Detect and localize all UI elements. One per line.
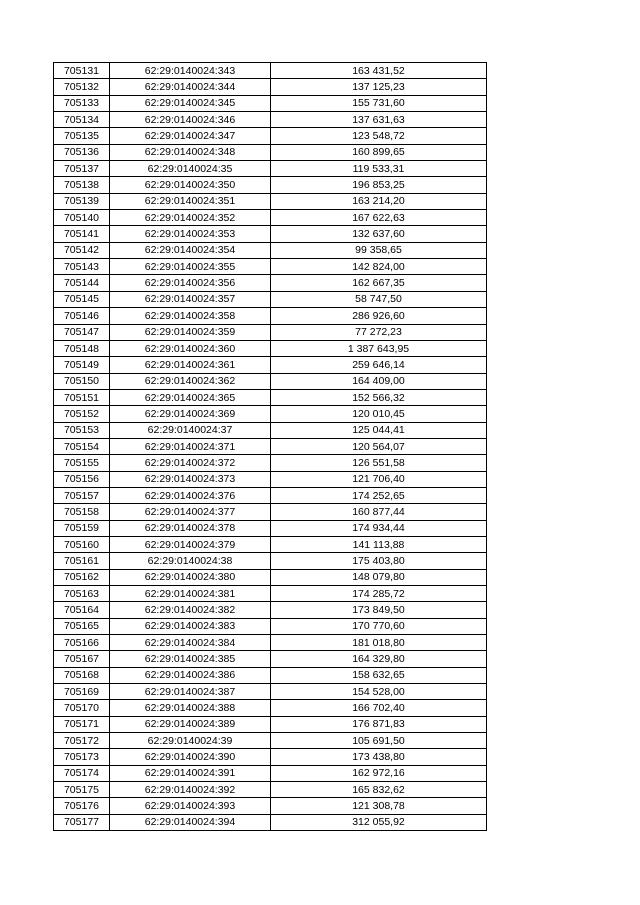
table-row (54, 569, 487, 585)
row-id-cell: 705147 (54, 324, 110, 340)
value-cell: 164 409,00 (271, 373, 487, 389)
table-row (54, 63, 487, 79)
value-cell: 58 747,50 (271, 291, 487, 307)
cadastral-number-cell: 62:29:0140024:344 (110, 79, 271, 95)
table-row (54, 455, 487, 471)
table-row (54, 553, 487, 569)
cadastral-number-cell: 62:29:0140024:39 (110, 733, 271, 749)
value-cell: 121 308,78 (271, 798, 487, 814)
table-row (54, 79, 487, 95)
table-row (54, 635, 487, 651)
row-id-cell: 705137 (54, 161, 110, 177)
row-id-cell: 705164 (54, 602, 110, 618)
value-cell: 176 871,83 (271, 716, 487, 732)
value-cell: 141 113,88 (271, 536, 487, 552)
row-id-cell: 705141 (54, 226, 110, 242)
table-row (54, 765, 487, 781)
table-row (54, 259, 487, 275)
row-id-cell: 705143 (54, 259, 110, 275)
row-id-cell: 705132 (54, 79, 110, 95)
cadastral-number-cell: 62:29:0140024:386 (110, 667, 271, 683)
value-cell: 120 564,07 (271, 438, 487, 454)
cadastral-number-cell: 62:29:0140024:371 (110, 438, 271, 454)
cadastral-number-cell: 62:29:0140024:352 (110, 210, 271, 226)
cadastral-number-cell: 62:29:0140024:387 (110, 684, 271, 700)
row-id-cell: 705157 (54, 487, 110, 503)
row-id-cell: 705150 (54, 373, 110, 389)
table-row (54, 128, 487, 144)
table-row (54, 667, 487, 683)
cadastral-number-cell: 62:29:0140024:378 (110, 520, 271, 536)
row-id-cell: 705153 (54, 422, 110, 438)
table-row (54, 324, 487, 340)
row-id-cell: 705154 (54, 438, 110, 454)
value-cell: 142 824,00 (271, 259, 487, 275)
cadastral-number-cell: 62:29:0140024:347 (110, 128, 271, 144)
table-row (54, 357, 487, 373)
table-row (54, 242, 487, 258)
cadastral-number-cell: 62:29:0140024:394 (110, 814, 271, 830)
value-cell: 1 387 643,95 (271, 340, 487, 356)
row-id-cell: 705162 (54, 569, 110, 585)
row-id-cell: 705177 (54, 814, 110, 830)
value-cell: 155 731,60 (271, 95, 487, 111)
table-row (54, 749, 487, 765)
cadastral-number-cell: 62:29:0140024:377 (110, 504, 271, 520)
row-id-cell: 705158 (54, 504, 110, 520)
row-id-cell: 705166 (54, 635, 110, 651)
row-id-cell: 705173 (54, 749, 110, 765)
value-cell: 132 637,60 (271, 226, 487, 242)
table-row (54, 487, 487, 503)
value-cell: 259 646,14 (271, 357, 487, 373)
row-id-cell: 705136 (54, 144, 110, 160)
table-row (54, 684, 487, 700)
value-cell: 174 934,44 (271, 520, 487, 536)
value-cell: 175 403,80 (271, 553, 487, 569)
cadastral-number-cell: 62:29:0140024:354 (110, 242, 271, 258)
table-row (54, 389, 487, 405)
row-id-cell: 705163 (54, 586, 110, 602)
table-row (54, 733, 487, 749)
cadastral-number-cell: 62:29:0140024:388 (110, 700, 271, 716)
cadastral-number-cell: 62:29:0140024:35 (110, 161, 271, 177)
cadastral-number-cell: 62:29:0140024:372 (110, 455, 271, 471)
cadastral-number-cell: 62:29:0140024:390 (110, 749, 271, 765)
cadastral-number-cell: 62:29:0140024:361 (110, 357, 271, 373)
value-cell: 166 702,40 (271, 700, 487, 716)
row-id-cell: 705148 (54, 340, 110, 356)
row-id-cell: 705159 (54, 520, 110, 536)
row-id-cell: 705131 (54, 63, 110, 79)
row-id-cell: 705160 (54, 536, 110, 552)
row-id-cell: 705139 (54, 193, 110, 209)
cadastral-number-cell: 62:29:0140024:376 (110, 487, 271, 503)
value-cell: 137 125,23 (271, 79, 487, 95)
row-id-cell: 705174 (54, 765, 110, 781)
value-cell: 162 667,35 (271, 275, 487, 291)
value-cell: 137 631,63 (271, 112, 487, 128)
value-cell: 181 018,80 (271, 635, 487, 651)
value-cell: 121 706,40 (271, 471, 487, 487)
table-row (54, 275, 487, 291)
table-row (54, 520, 487, 536)
cadastral-number-cell: 62:29:0140024:37 (110, 422, 271, 438)
row-id-cell: 705161 (54, 553, 110, 569)
row-id-cell: 705152 (54, 406, 110, 422)
cadastral-number-cell: 62:29:0140024:373 (110, 471, 271, 487)
cadastral-number-cell: 62:29:0140024:358 (110, 308, 271, 324)
row-id-cell: 705171 (54, 716, 110, 732)
row-id-cell: 705145 (54, 291, 110, 307)
cadastral-number-cell: 62:29:0140024:362 (110, 373, 271, 389)
value-cell: 286 926,60 (271, 308, 487, 324)
cadastral-number-cell: 62:29:0140024:385 (110, 651, 271, 667)
table-row (54, 438, 487, 454)
cadastral-number-cell: 62:29:0140024:392 (110, 782, 271, 798)
cadastral-number-cell: 62:29:0140024:382 (110, 602, 271, 618)
cadastral-number-cell: 62:29:0140024:359 (110, 324, 271, 340)
cadastral-number-cell: 62:29:0140024:393 (110, 798, 271, 814)
table-row (54, 210, 487, 226)
value-cell: 173 849,50 (271, 602, 487, 618)
cadastral-number-cell: 62:29:0140024:355 (110, 259, 271, 275)
table-row (54, 406, 487, 422)
row-id-cell: 705149 (54, 357, 110, 373)
table-row (54, 112, 487, 128)
cadastral-number-cell: 62:29:0140024:360 (110, 340, 271, 356)
cadastral-number-cell: 62:29:0140024:38 (110, 553, 271, 569)
cadastral-number-cell: 62:29:0140024:383 (110, 618, 271, 634)
row-id-cell: 705155 (54, 455, 110, 471)
table-row (54, 471, 487, 487)
row-id-cell: 705170 (54, 700, 110, 716)
table-row (54, 716, 487, 732)
table-row (54, 536, 487, 552)
row-id-cell: 705146 (54, 308, 110, 324)
value-cell: 165 832,62 (271, 782, 487, 798)
cadastral-number-cell: 62:29:0140024:369 (110, 406, 271, 422)
row-id-cell: 705167 (54, 651, 110, 667)
cadastral-number-cell: 62:29:0140024:348 (110, 144, 271, 160)
cadastral-number-cell: 62:29:0140024:351 (110, 193, 271, 209)
table-row (54, 161, 487, 177)
value-cell: 167 622,63 (271, 210, 487, 226)
row-id-cell: 705168 (54, 667, 110, 683)
row-id-cell: 705156 (54, 471, 110, 487)
table-row (54, 373, 487, 389)
table-row (54, 504, 487, 520)
table-row (54, 226, 487, 242)
value-cell: 174 285,72 (271, 586, 487, 602)
table-row (54, 618, 487, 634)
row-id-cell: 705142 (54, 242, 110, 258)
value-cell: 170 770,60 (271, 618, 487, 634)
cadastral-number-cell: 62:29:0140024:380 (110, 569, 271, 585)
row-id-cell: 705140 (54, 210, 110, 226)
table-row (54, 782, 487, 798)
table-row (54, 193, 487, 209)
table-row (54, 651, 487, 667)
value-cell: 174 252,65 (271, 487, 487, 503)
table-row (54, 700, 487, 716)
value-cell: 160 899,65 (271, 144, 487, 160)
value-cell: 158 632,65 (271, 667, 487, 683)
value-cell: 196 853,25 (271, 177, 487, 193)
data-table (53, 62, 487, 831)
value-cell: 148 079,80 (271, 569, 487, 585)
cadastral-number-cell: 62:29:0140024:357 (110, 291, 271, 307)
value-cell: 77 272,23 (271, 324, 487, 340)
value-cell: 99 358,65 (271, 242, 487, 258)
cadastral-number-cell: 62:29:0140024:346 (110, 112, 271, 128)
cadastral-number-cell: 62:29:0140024:389 (110, 716, 271, 732)
value-cell: 162 972,16 (271, 765, 487, 781)
value-cell: 154 528,00 (271, 684, 487, 700)
row-id-cell: 705134 (54, 112, 110, 128)
cadastral-number-cell: 62:29:0140024:365 (110, 389, 271, 405)
cadastral-number-cell: 62:29:0140024:391 (110, 765, 271, 781)
value-cell: 125 044,41 (271, 422, 487, 438)
table-row (54, 340, 487, 356)
row-id-cell: 705175 (54, 782, 110, 798)
cadastral-number-cell: 62:29:0140024:345 (110, 95, 271, 111)
cadastral-number-cell: 62:29:0140024:353 (110, 226, 271, 242)
value-cell: 163 431,52 (271, 63, 487, 79)
value-cell: 173 438,80 (271, 749, 487, 765)
table-row (54, 422, 487, 438)
table-row (54, 291, 487, 307)
value-cell: 160 877,44 (271, 504, 487, 520)
table-body (54, 63, 487, 831)
value-cell: 312 055,92 (271, 814, 487, 830)
value-cell: 119 533,31 (271, 161, 487, 177)
row-id-cell: 705133 (54, 95, 110, 111)
value-cell: 123 548,72 (271, 128, 487, 144)
row-id-cell: 705176 (54, 798, 110, 814)
cadastral-number-cell: 62:29:0140024:356 (110, 275, 271, 291)
row-id-cell: 705138 (54, 177, 110, 193)
table-row (54, 144, 487, 160)
cadastral-number-cell: 62:29:0140024:381 (110, 586, 271, 602)
cadastral-number-cell: 62:29:0140024:350 (110, 177, 271, 193)
cadastral-number-cell: 62:29:0140024:379 (110, 536, 271, 552)
value-cell: 126 551,58 (271, 455, 487, 471)
row-id-cell: 705172 (54, 733, 110, 749)
table-row (54, 814, 487, 830)
cadastral-number-cell: 62:29:0140024:343 (110, 63, 271, 79)
value-cell: 120 010,45 (271, 406, 487, 422)
value-cell: 163 214,20 (271, 193, 487, 209)
cadastral-number-cell: 62:29:0140024:384 (110, 635, 271, 651)
table-row (54, 308, 487, 324)
table-row (54, 95, 487, 111)
value-cell: 105 691,50 (271, 733, 487, 749)
row-id-cell: 705165 (54, 618, 110, 634)
row-id-cell: 705144 (54, 275, 110, 291)
row-id-cell: 705151 (54, 389, 110, 405)
value-cell: 164 329,80 (271, 651, 487, 667)
table-row (54, 602, 487, 618)
table-row (54, 177, 487, 193)
value-cell: 152 566,32 (271, 389, 487, 405)
table-row (54, 586, 487, 602)
table-row (54, 798, 487, 814)
row-id-cell: 705169 (54, 684, 110, 700)
row-id-cell: 705135 (54, 128, 110, 144)
